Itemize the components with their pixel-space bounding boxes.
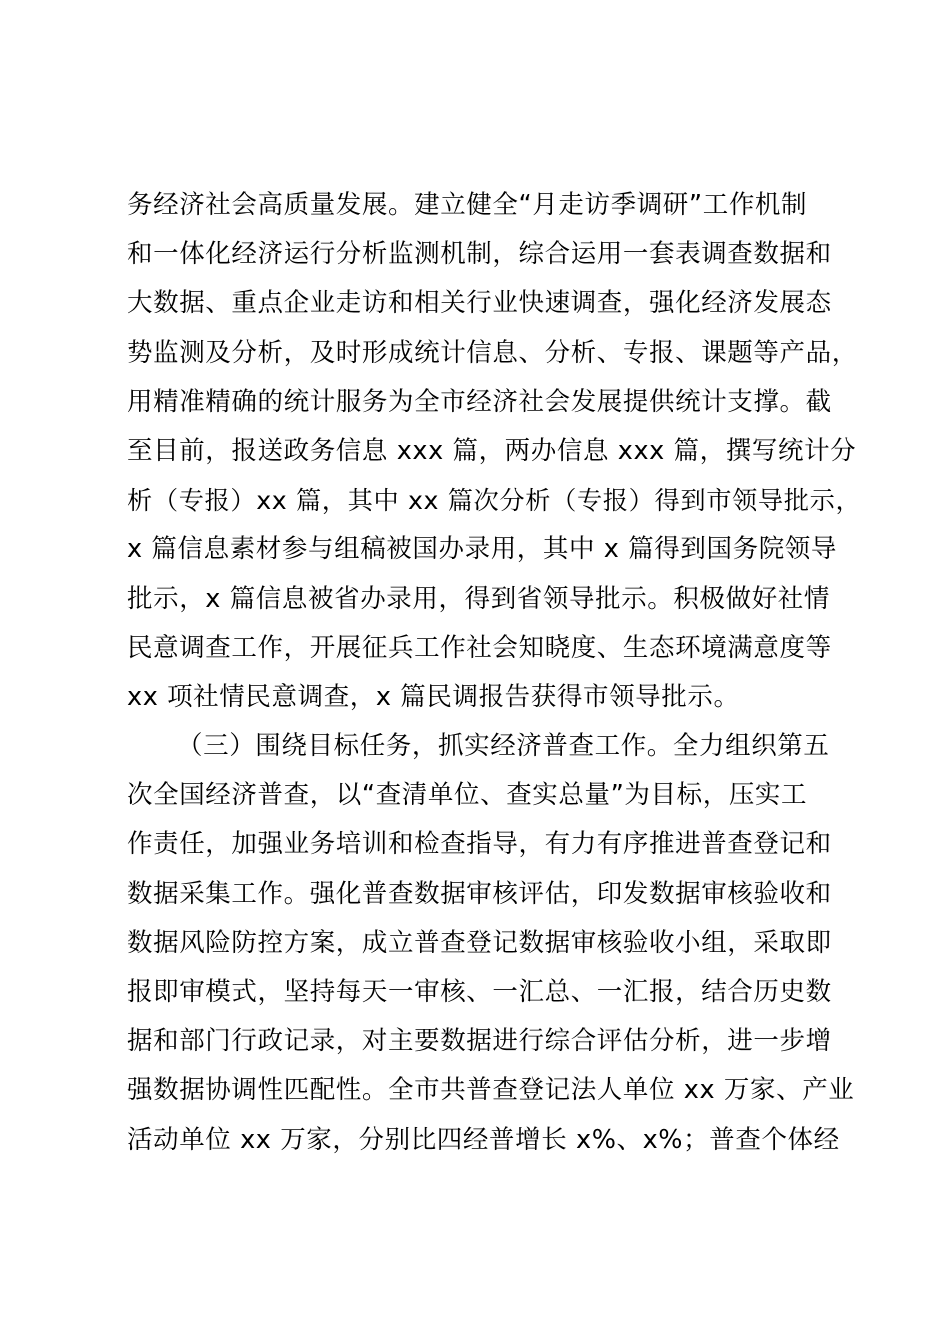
text-line: 务经济社会高质量发展。建立健全“月走访季调研”工作机制 [127, 190, 808, 220]
text-line: 势监测及分析，及时形成统计信息、分析、专报、课题等产品， [127, 337, 858, 368]
text-line: 据和部门行政记录，对主要数据进行综合评估分析，进一步增 [127, 1026, 832, 1057]
text-line: 民意调查工作，开展征兵工作社会知晓度、生态环境满意度等 [127, 632, 832, 663]
section-heading-line: （三）围绕目标任务，抓实经济普查工作。全力组织第五 [177, 731, 830, 762]
text-line: 报即审模式，坚持每天一审核、一汇总、一汇报，结合历史数 [127, 977, 832, 1007]
text-line: 批示，x 篇信息被省办录用，得到省领导批示。积极做好社情 [127, 583, 830, 614]
text-line: 用精准精确的统计服务为全市经济社会发展提供统计支撑。截 [127, 386, 832, 417]
body-text [127, 181, 867, 1165]
text-line: 数据风险防控方案，成立普查登记数据审核验收小组，采取即 [127, 927, 832, 958]
text-line: xx 项社情民意调查，x 篇民调报告获得市领导批示。 [127, 681, 740, 712]
text-line: x 篇信息素材参与组稿被国办录用，其中 x 篇得到国务院领导 [127, 534, 837, 565]
text-line: 次全国经济普查，以“查清单位、查实总量”为目标，压实工 [127, 780, 808, 811]
text-line: 析（专报）xx 篇，其中 xx 篇次分析（专报）得到市领导批示， [127, 486, 862, 516]
text-line: 至目前，报送政务信息 xxx 篇，两办信息 xxx 篇，撰写统计分 [127, 435, 857, 466]
text-line: 强数据协调性匹配性。全市共普查登记法人单位 xx 万家、产业 [127, 1075, 855, 1106]
text-line: 作责任，加强业务培训和检查指导，有力有序推进普查登记和 [127, 829, 832, 860]
text-line: 和一体化经济运行分析监测机制，综合运用一套表调查数据和 [127, 239, 832, 270]
text-line: 大数据、重点企业走访和相关行业快速调查，强化经济发展态 [127, 288, 832, 319]
text-line: 活动单位 xx 万家，分别比四经普增长 x%、x%；普查个体经 [127, 1124, 840, 1155]
text-line: 数据采集工作。强化普查数据审核评估，印发数据审核验收和 [127, 878, 832, 909]
